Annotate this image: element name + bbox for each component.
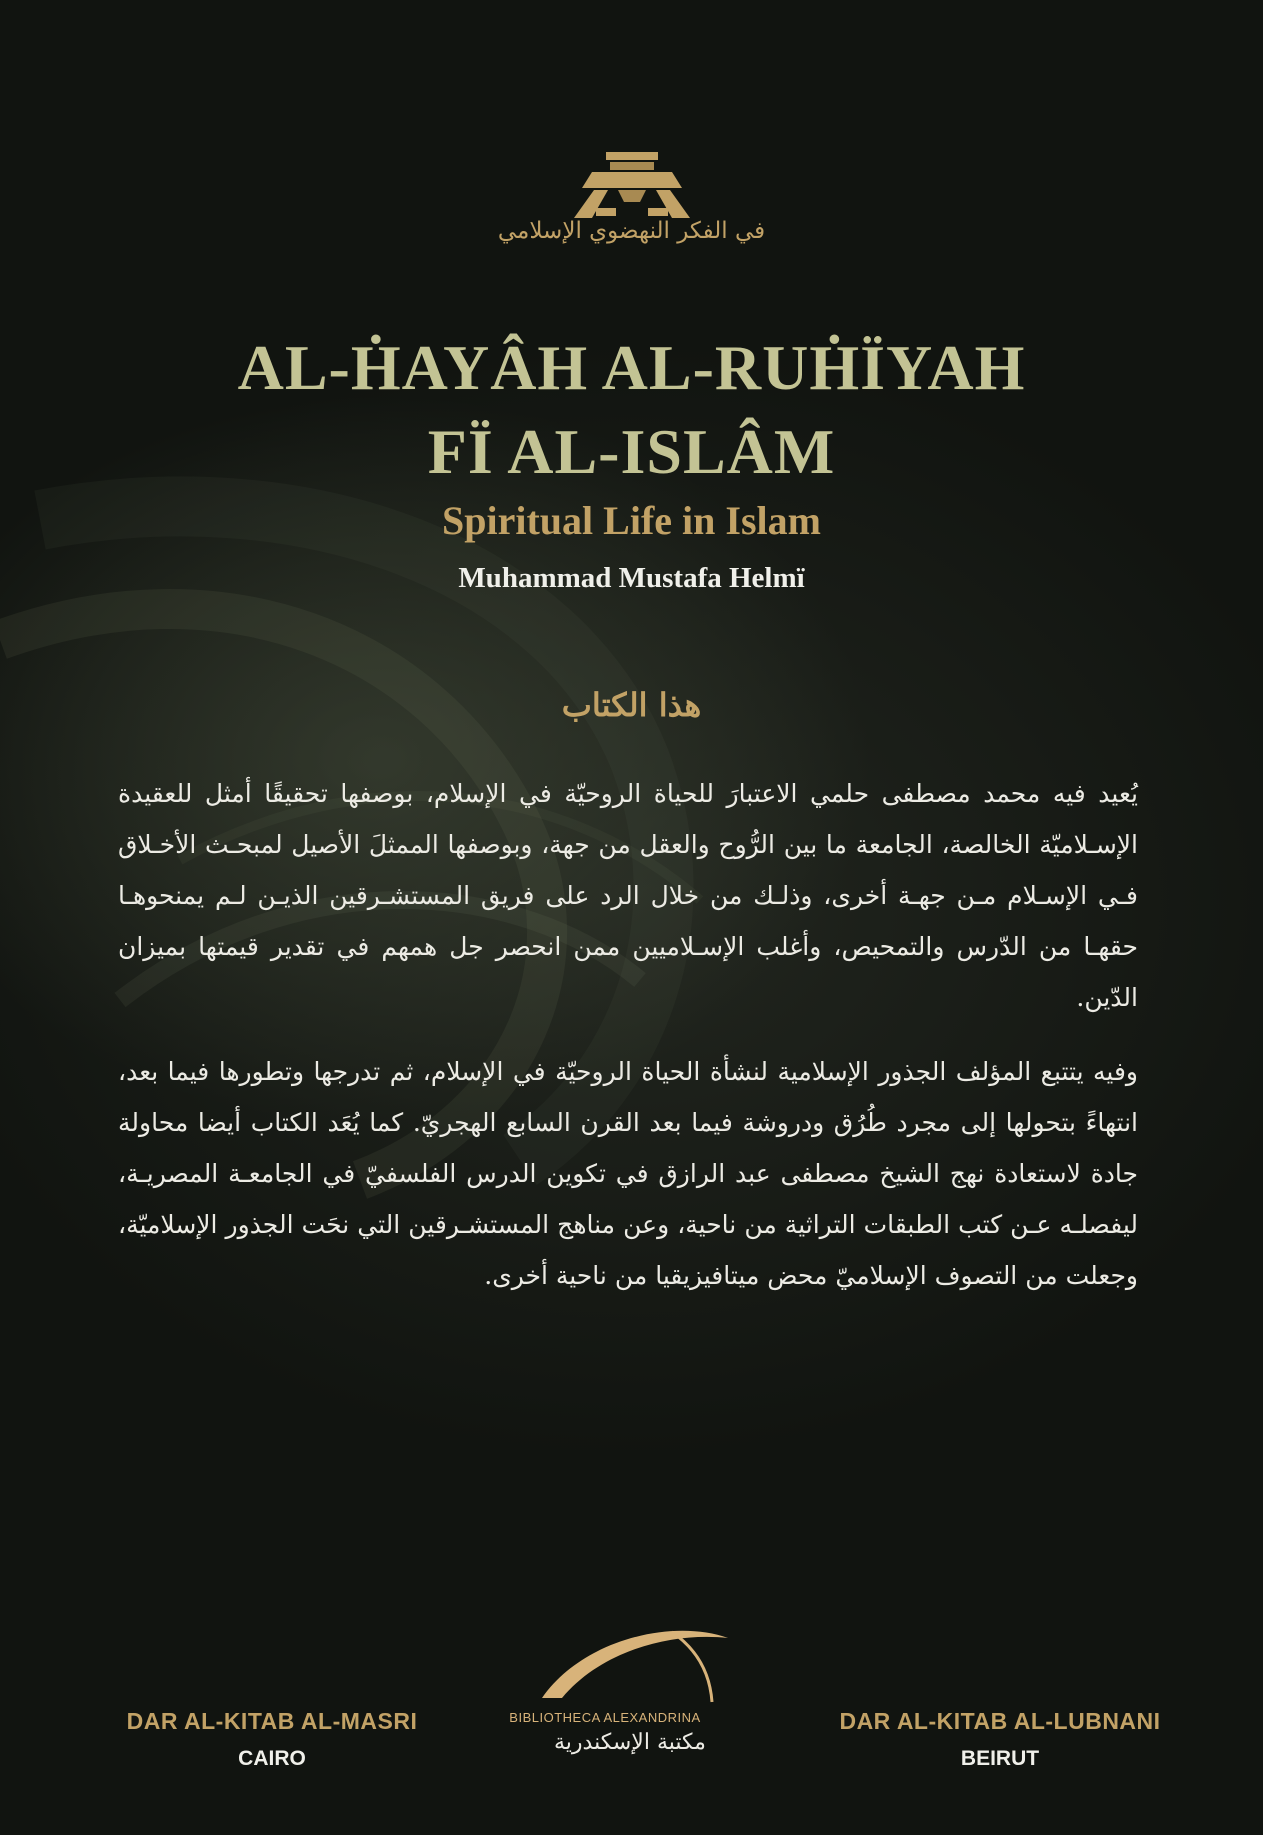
- paragraph-text: وفيه يتتبع المؤلف الجذور الإسلامية لنشأة الحياة الروحيّة في الإسلام، ثم تدرجها وتطورها فيما بعد، انتهاءً بتحولها إلى مجرد طُرُق ودروشة فيما بعد القرن السابع الهجريّ. كما يُعَد الكتاب أيضا محاولة جادة لاستعادة نهج الشيخ مصطفى عبد الرازق في تكوين الدرس الفلسفيّ في الجامعـة المصريـة، ليفصلـه عـن كتب الطبقات التراثية من ناحية، وعن مناهج المستشـرقين التي نحَت الجذور الإسلاميّة، وجعلت من التصوف الإسلاميّ محض ميتافيزيقيا من ناحية أخرى.: [118, 1057, 1138, 1290]
- book-title-line-2: FÏ AL-ISLÂM: [427, 416, 836, 487]
- book-author: Muhammad Mustafa Helmï: [458, 562, 805, 594]
- paragraph-text: يُعيد فيه محمد مصطفى حلمي الاعتبارَ للحياة الروحيّة في الإسلام، بوصفها تحقيقًا أمثل للعقيدة الإسـلاميّة الخالصة، الجامعة ما بين الرُّوح والعقل من جهة، وبوصفها الممثلَ الأصيل لمبحـث الأخـلاق فـي الإسـلام مـن جهـة أخرى، وذلـك من خلال الرد على فريق المستشـرقين الذيـن لـم يمنحوهـا حقهـا من الدّرس والتمحيص، وأغلب الإسـلاميين ممن انحصر جل همهم في تقدير قيمتها بميزان الدّين.: [118, 779, 1138, 1012]
- publisher-city: BEIRUT: [960, 1747, 1040, 1770]
- about-paragraph-1: [118, 768, 1138, 1023]
- book-subtitle: Spiritual Life in Islam: [442, 498, 821, 543]
- publisher-city: CAIRO: [238, 1747, 306, 1770]
- publisher-name: DAR AL-KITAB AL-LUBNANI: [839, 1708, 1161, 1734]
- publisher-cairo: [62, 1706, 482, 1773]
- publisher-name: DAR AL-KITAB AL-MASRI: [126, 1708, 418, 1734]
- library-name-arabic: مكتبة الإسكندرية: [554, 1730, 706, 1755]
- library-name-latin: BIBLIOTHECA ALEXANDRINA: [509, 1710, 701, 1725]
- book-title-line-1: AL-ḢAYÂH AL-RUḢÏYAH: [237, 332, 1026, 403]
- bibliotheca-arc-icon: [522, 1610, 744, 1706]
- about-book-heading: هذا الكتاب: [561, 686, 702, 724]
- publisher-beirut: [790, 1706, 1210, 1773]
- arch-emblem-icon: [570, 150, 694, 220]
- series-title: في الفكر النهضوي الإسلامي: [497, 218, 766, 244]
- about-paragraph-2: [118, 1046, 1138, 1301]
